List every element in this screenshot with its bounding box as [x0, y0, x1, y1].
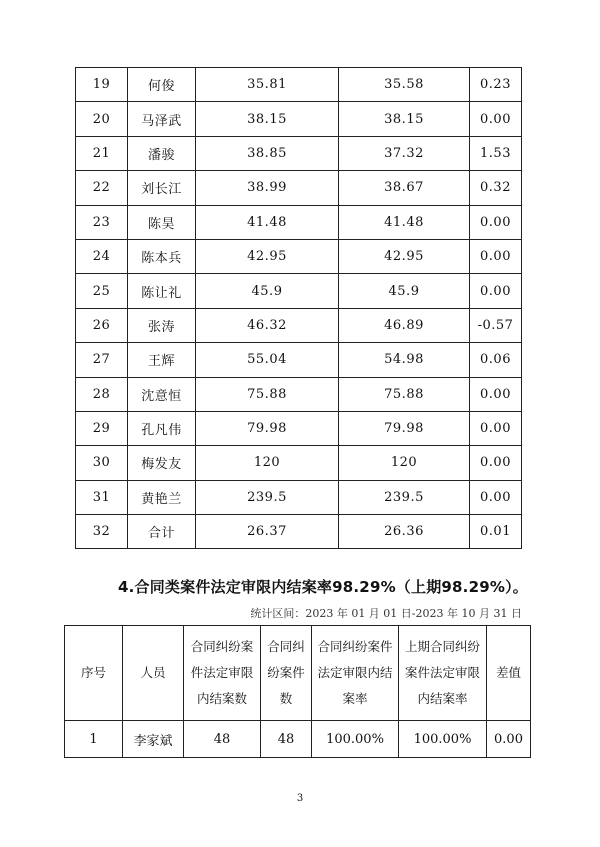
table-cell: 79.98	[196, 411, 339, 445]
header-closure-rate: 合同纠纷案件法定审限内结案率	[312, 626, 399, 721]
table-cell: 0.32	[470, 171, 522, 205]
table-cell: 41.48	[339, 205, 470, 239]
table-cell: 21	[76, 136, 128, 170]
table-cell: 41.48	[196, 205, 339, 239]
table-cell: 42.95	[196, 239, 339, 273]
table-row	[76, 102, 522, 136]
table-cell: 合计	[128, 515, 196, 549]
table-cell: 38.85	[196, 136, 339, 170]
table-cell: 100.00%	[399, 721, 487, 758]
table-cell: 46.89	[339, 308, 470, 342]
table-cell: 梅发友	[128, 446, 196, 480]
table-cell: 30	[76, 446, 128, 480]
table-cell: 0.00	[470, 274, 522, 308]
table-header-row	[65, 626, 531, 721]
contract-case-table	[64, 625, 531, 758]
table-cell: 1	[65, 721, 123, 758]
table-cell: 24	[76, 239, 128, 273]
table-cell: 35.81	[196, 68, 339, 102]
section-heading: 4.合同类案件法定审限内结案率98.29%（上期98.29%）。	[118, 578, 528, 596]
header-previous-rate: 上期合同纠纷案件法定审限内结案率	[399, 626, 487, 721]
table-cell: 38.15	[196, 102, 339, 136]
table-cell: 45.9	[339, 274, 470, 308]
table-cell: 1.53	[470, 136, 522, 170]
table-cell: 29	[76, 411, 128, 445]
table-cell: 潘骏	[128, 136, 196, 170]
table-cell: 75.88	[196, 377, 339, 411]
table-cell: 79.98	[339, 411, 470, 445]
table-cell: 沈意恒	[128, 377, 196, 411]
table-cell: 48	[261, 721, 312, 758]
case-duration-table	[75, 67, 522, 549]
table-cell: -0.57	[470, 308, 522, 342]
table-cell: 0.06	[470, 343, 522, 377]
table-cell: 100.00%	[312, 721, 399, 758]
page-number: 3	[296, 793, 304, 804]
table-cell: 46.32	[196, 308, 339, 342]
table-cell: 26.36	[339, 515, 470, 549]
table-row	[76, 171, 522, 205]
table-row	[76, 446, 522, 480]
table-row	[76, 480, 522, 514]
table-row	[76, 308, 522, 342]
table-cell: 黄艳兰	[128, 480, 196, 514]
table-row	[76, 274, 522, 308]
table-cell: 45.9	[196, 274, 339, 308]
header-difference: 差值	[487, 626, 531, 721]
table-cell: 120	[196, 446, 339, 480]
table-cell: 239.5	[196, 480, 339, 514]
table-cell: 0.23	[470, 68, 522, 102]
table-cell: 23	[76, 205, 128, 239]
table-cell: 王辉	[128, 343, 196, 377]
table-cell: 0.00	[470, 446, 522, 480]
table-cell: 32	[76, 515, 128, 549]
table-cell: 37.32	[339, 136, 470, 170]
table-cell: 0.00	[470, 239, 522, 273]
table-cell: 42.95	[339, 239, 470, 273]
table-cell: 陈本兵	[128, 239, 196, 273]
table-cell: 马泽武	[128, 102, 196, 136]
table-cell: 0.00	[470, 205, 522, 239]
table-cell: 28	[76, 377, 128, 411]
table-row	[76, 411, 522, 445]
table-cell: 27	[76, 343, 128, 377]
table-cell: 120	[339, 446, 470, 480]
table-cell: 张涛	[128, 308, 196, 342]
header-case-count: 合同纠纷案件数	[261, 626, 312, 721]
table-cell: 38.67	[339, 171, 470, 205]
table-cell: 陈昊	[128, 205, 196, 239]
table-cell: 19	[76, 68, 128, 102]
table-cell: 35.58	[339, 68, 470, 102]
table-cell: 38.15	[339, 102, 470, 136]
table-cell: 李家斌	[123, 721, 184, 758]
table-cell: 48	[184, 721, 261, 758]
table-cell: 31	[76, 480, 128, 514]
table-cell: 0.00	[470, 480, 522, 514]
table-row	[76, 377, 522, 411]
header-closed-count: 合同纠纷案件法定审限内结案数	[184, 626, 261, 721]
table-row	[65, 721, 531, 758]
table-cell: 何俊	[128, 68, 196, 102]
table-cell: 54.98	[339, 343, 470, 377]
table-cell: 0.00	[470, 411, 522, 445]
table-row	[76, 515, 522, 549]
table-cell: 38.99	[196, 171, 339, 205]
header-index: 序号	[65, 626, 123, 721]
table-cell: 0.00	[470, 102, 522, 136]
table-cell: 26.37	[196, 515, 339, 549]
table-cell: 75.88	[339, 377, 470, 411]
table-row	[76, 68, 522, 102]
table-row	[76, 239, 522, 273]
table-cell: 239.5	[339, 480, 470, 514]
table-cell: 0.00	[470, 377, 522, 411]
table-row	[76, 136, 522, 170]
table-cell: 20	[76, 102, 128, 136]
contract-case-table-body	[65, 721, 531, 758]
statistics-range: 统计区间：2023 年 01 月 01 日-2023 年 10 月 31 日	[250, 607, 522, 620]
table-cell: 刘长江	[128, 171, 196, 205]
table-row	[76, 343, 522, 377]
table-cell: 孔凡伟	[128, 411, 196, 445]
table-cell: 25	[76, 274, 128, 308]
table-cell: 22	[76, 171, 128, 205]
table-cell: 0.01	[470, 515, 522, 549]
table-cell: 26	[76, 308, 128, 342]
header-person: 人员	[123, 626, 184, 721]
table-cell: 陈让礼	[128, 274, 196, 308]
case-duration-table-body	[76, 68, 522, 549]
table-row	[76, 205, 522, 239]
table-cell: 55.04	[196, 343, 339, 377]
table-cell: 0.00	[487, 721, 531, 758]
